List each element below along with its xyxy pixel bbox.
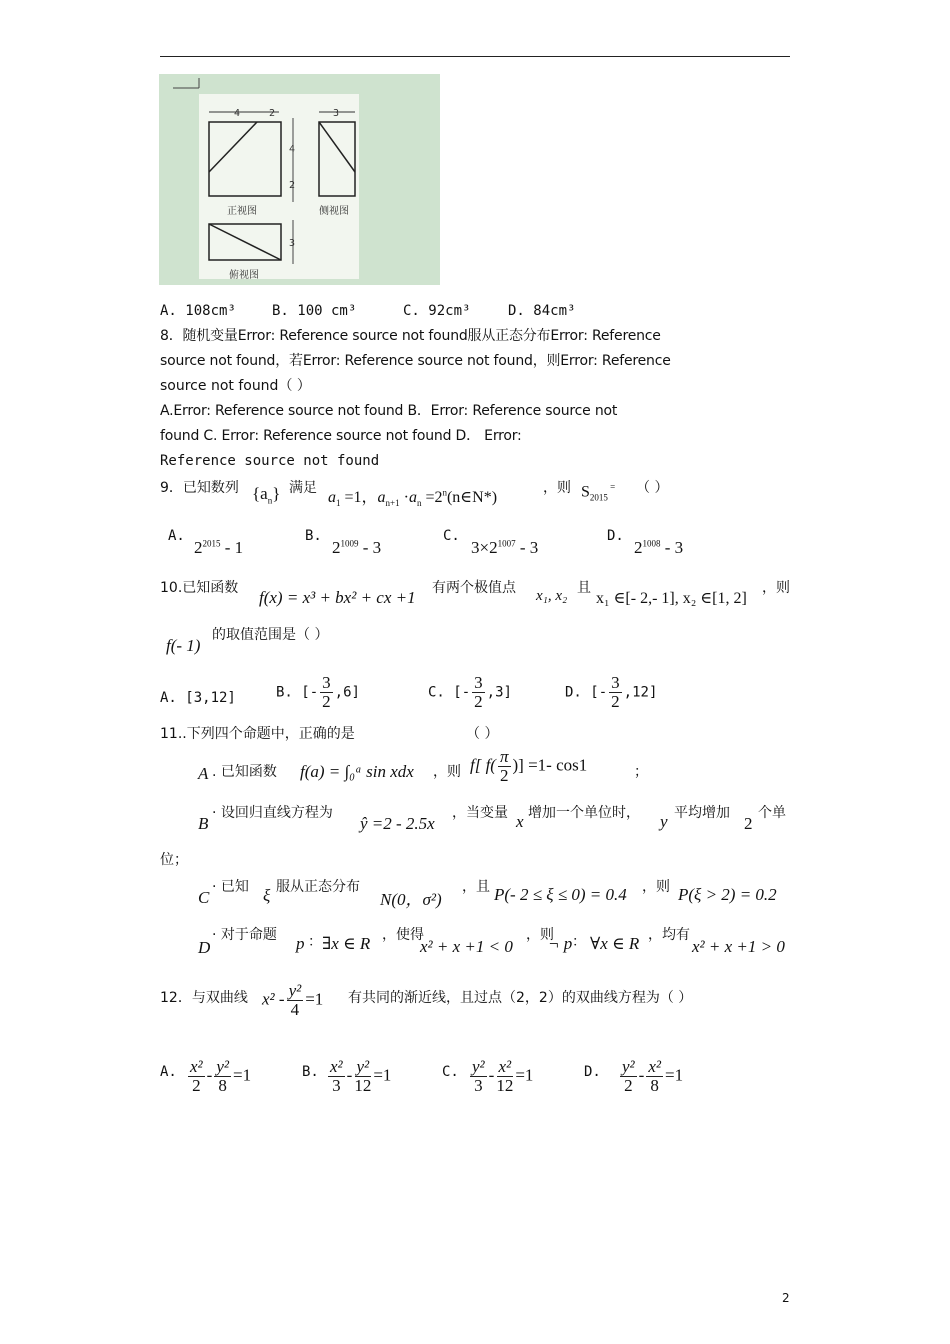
q11-b-equation: ŷ =2 - 2.5x xyxy=(360,814,435,833)
q9-option-a: $2^{2015} - 1$ xyxy=(194,538,244,557)
q11-label: 11..下列四个命题中，正确的是 xyxy=(160,726,355,742)
q11-d-then: ，则 xyxy=(526,927,554,943)
q12-option-d-label: D. xyxy=(584,1064,601,1080)
q12-option-c-label: C. xyxy=(442,1064,459,1080)
q12-option-a-label: A. xyxy=(160,1064,177,1080)
q11-paren: （ ） xyxy=(466,726,499,742)
q9-option-c-label: C. xyxy=(443,528,460,544)
q11-a-function: f(a) = ∫₀ᵃ sin xdx xyxy=(300,762,414,781)
q11-a-end: ； xyxy=(634,764,648,780)
q12-option-a: $\frac{\text{x²}}{2}$ - $\frac{\text{y²}}{8}$ =1 xyxy=(190,1057,252,1095)
q8-options-line-1: A.Error: Reference source not found B．Error: Reference source not xyxy=(160,403,618,419)
q8-line-2: source not found，若Error: Reference source not found，则Error: Reference xyxy=(160,353,671,369)
q10-function: f(x) = x³ + bx² + cx +1 xyxy=(259,588,416,607)
q11-d-letter: D xyxy=(198,938,211,957)
q11-a-letter: A xyxy=(198,764,209,783)
q11-c-distribution: N(0，σ²) xyxy=(380,890,442,909)
front-dim-4: 4 xyxy=(234,108,241,119)
q7-option-c: C. 92cm³ xyxy=(403,303,471,319)
q11-b-mid: ，当变量 xyxy=(452,805,508,821)
q12-tail: 有共同的渐近线，且过点（2，2）的双曲线方程为（ ） xyxy=(348,990,693,1006)
q11-c-p1: P(- 2 ≤ ξ ≤ 0) = 0.4 xyxy=(494,885,627,904)
q11-c-qie: ，且 xyxy=(462,879,490,895)
q11-b-text: · 设回归直线方程为 xyxy=(212,805,333,821)
q9-label: 9．已知数列 xyxy=(160,480,239,496)
q11-a-text: . 已知函数 xyxy=(212,764,277,780)
q12-label: 12．与双曲线 xyxy=(160,990,248,1006)
q12-option-c: $\frac{\text{y²}}{3}$ - $\frac{\text{x²}}{12}$ =1 xyxy=(472,1057,534,1095)
q9-mid: 满足 xyxy=(289,480,317,496)
q12-option-d: $\frac{\text{y²}}{2}$ - $\frac{\text{x²}}{8}$ =1 xyxy=(622,1057,684,1095)
q11-c-mid: 服从正态分布 xyxy=(276,879,360,895)
q11-b-y: y xyxy=(660,812,668,831)
q9-option-d-label: D. xyxy=(607,528,624,544)
q11-d-mid2: ，均有 xyxy=(648,927,690,943)
q11-d-exists: ∃x ∈ R xyxy=(322,934,371,953)
front-view-label: 正视图 xyxy=(227,206,257,217)
q8-line-3: source not found（ ） xyxy=(160,378,311,394)
q11-d-notp: ¬ p xyxy=(548,934,573,953)
q11-d-text: · 对于命题 xyxy=(212,927,277,943)
q11-c-then: ，则 xyxy=(642,879,670,895)
q9-option-b-label: B. xyxy=(305,528,322,544)
q10-label: 10.已知函数 xyxy=(160,580,239,596)
q8-options-line-3: Reference source not found xyxy=(160,453,380,469)
q11-d-ineq1: x² + x +1 < 0 xyxy=(420,937,513,956)
side-view-label: 侧视图 xyxy=(319,206,349,217)
page-number: 2 xyxy=(782,1291,790,1305)
q10-mid: 有两个极值点 xyxy=(432,580,516,596)
q11-d-colon: ： xyxy=(308,934,322,950)
q7-option-a: A. 108cm³ xyxy=(160,303,236,319)
q9-paren: （ ） xyxy=(636,480,669,496)
q10-points: x₁, x₂ xyxy=(536,588,568,604)
q9-condition: $a_1 =1$，$a_{n+1} \cdot a_n$ $=2^n(n\in N*)$ xyxy=(328,487,498,509)
q7-option-d: D. 84cm³ xyxy=(508,303,576,319)
q11-d-mid: ，使得 xyxy=(382,927,424,943)
q9-option-c: $3\times 2^{1007} - 3$ xyxy=(471,538,539,557)
q11-b-mid3: 平均增加 xyxy=(674,805,730,821)
q8-options-line-2: found C. Error: Reference source not found D． Error: xyxy=(160,428,522,444)
q9-sum: $S_{2015}$ = xyxy=(581,482,616,503)
header-rule xyxy=(160,56,790,57)
q9-then: ，则 xyxy=(543,480,571,496)
depth-dim-3: 3 xyxy=(289,238,296,249)
q12-option-b: $\frac{\text{x²}}{3}$ - $\frac{\text{y²}}{12}$ =1 xyxy=(330,1057,392,1095)
q10-f-value: f(- 1) xyxy=(166,636,201,655)
three-view-figure xyxy=(159,74,440,285)
q11-b-mid2: 增加一个单位时， xyxy=(528,805,640,821)
top-view-label: 俯视图 xyxy=(229,270,259,281)
q11-a-expression: f[ f( $\frac{\pi}{2}$ )] =1- cos1 xyxy=(470,747,588,785)
q10-option-d: D. [- $\frac{3}{2}$ ,12] xyxy=(565,673,658,711)
q11-c-letter: C xyxy=(198,888,210,907)
q9-sequence: $\{a_n\}$ xyxy=(252,484,281,506)
q10-option-c: C. [- $\frac{3}{2}$ ,3] xyxy=(428,673,512,711)
q8-line-1: 8．随机变量Error: Reference source not found服从正态分布Error: Reference xyxy=(160,328,661,344)
q11-b-x: x xyxy=(516,812,524,831)
q7-option-b: B. 100 cm³ xyxy=(272,303,357,319)
q11-b-letter: B xyxy=(198,814,209,833)
q12-equation: x² - $\frac{\text{y²}}{4}$ =1 xyxy=(262,981,324,1019)
q11-d-p: p xyxy=(296,934,305,953)
q11-c-text: · 已知 xyxy=(212,879,249,895)
q10-condition: x₁ ∈[- 2,- 1], x₂ ∈[1, 2] xyxy=(596,590,747,607)
q11-c-xi: ξ xyxy=(263,886,271,905)
q10-then: ，则 xyxy=(762,580,790,596)
height-dim-4: 4 xyxy=(289,144,296,155)
q11-b-two: 2 xyxy=(744,814,753,833)
q11-a-then: ，则 xyxy=(433,764,461,780)
side-dim-3: 3 xyxy=(333,108,340,119)
q10-tail: 的取值范围是（ ） xyxy=(212,627,329,643)
q9-option-b: $2^{1009} - 3$ xyxy=(332,538,382,557)
height-dim-2: 2 xyxy=(289,180,296,191)
q9-option-d: $2^{1008} - 3$ xyxy=(634,538,684,557)
q9-option-a-label: A. xyxy=(168,528,185,544)
q11-d-ineq2: x² + x +1 > 0 xyxy=(692,937,785,956)
q10-option-b: B. [- $\frac{3}{2}$ ,6] xyxy=(276,673,360,711)
q11-c-p2: P(ξ > 2) = 0.2 xyxy=(678,885,777,904)
q10-option-a: A. [3,12] xyxy=(160,690,236,706)
q12-option-b-label: B. xyxy=(302,1064,319,1080)
q11-d-forall: ∀x ∈ R xyxy=(590,934,640,953)
q11-d-colon2: ： xyxy=(572,934,586,950)
q11-b-wrap: 位； xyxy=(160,852,188,868)
front-dim-2: 2 xyxy=(269,108,276,119)
q11-b-end: 个单 xyxy=(758,805,786,821)
q10-qie: 且 xyxy=(577,580,591,596)
